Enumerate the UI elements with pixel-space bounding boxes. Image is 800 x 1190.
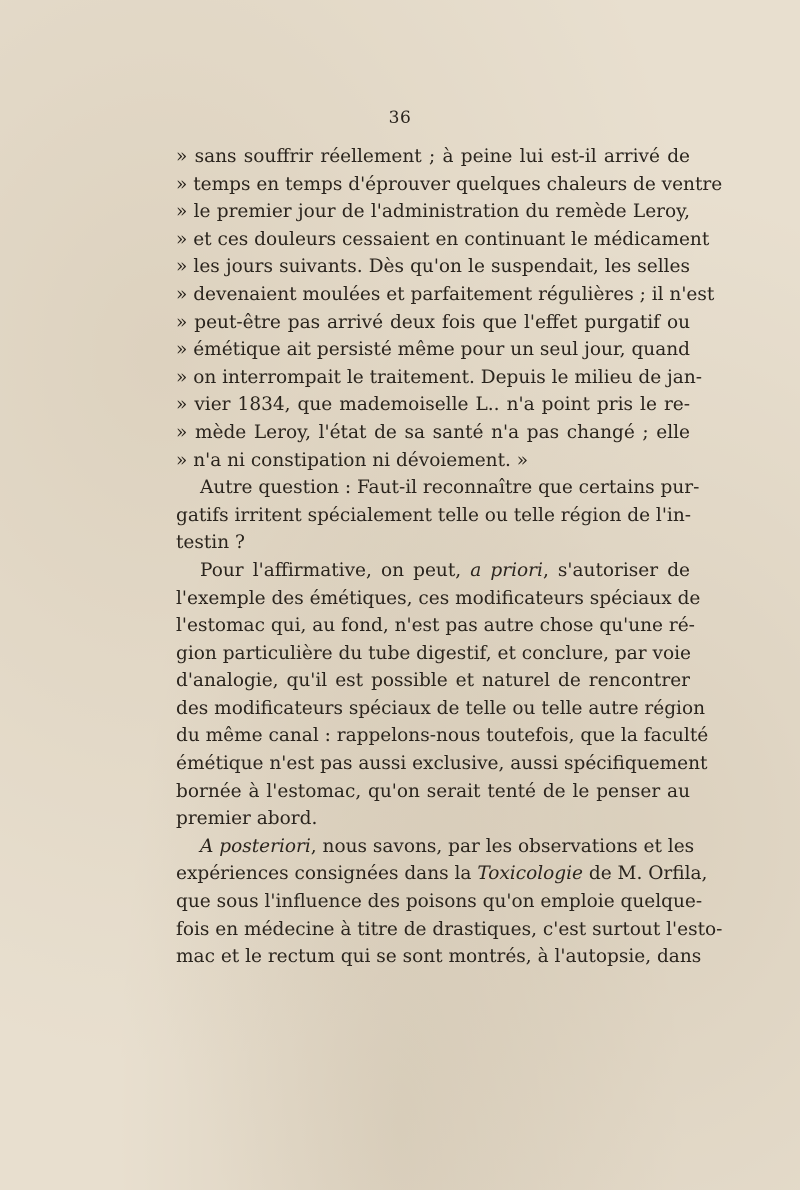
- paragraph-first-line: [176, 833, 695, 861]
- italic-title: Toxicologie: [477, 863, 583, 885]
- text-line: gion particulière du tube digestif, et conclure, par voie: [176, 642, 691, 664]
- text-line: » mède Leroy, l'état de sa santé n'a pas changé ; elle: [176, 421, 690, 443]
- italic-phrase: A posteriori: [200, 835, 311, 857]
- text-line: » et ces douleurs cessaient en continuant le médicament: [176, 228, 710, 250]
- text-line: » n'a ni constipation ni dévoiement. »: [176, 449, 529, 471]
- text-line: » vier 1834, que mademoiselle L.. n'a point pris le re-: [176, 394, 690, 416]
- text-line: d'analogie, qu'il est possible et naturel de rencontrer: [176, 670, 690, 692]
- text-line: émétique n'est pas aussi exclusive, aussi spécifiquement: [176, 753, 708, 775]
- text-line: » devenaient moulées et parfaitement régulières ; il n'est: [176, 283, 715, 305]
- text-line: » les jours suivants. Dès qu'on le suspendait, les selles: [176, 256, 690, 278]
- text-line: fois en médecine à titre de drastiques, c'est surtout l'esto-: [176, 918, 723, 940]
- text-line: l'estomac qui, au fond, n'est pas autre chose qu'une ré-: [176, 615, 695, 637]
- text-line: l'exemple des émétiques, ces modificateurs spéciaux de: [176, 587, 701, 609]
- text-line: du même canal : rappelons-nous toutefois, que la faculté: [176, 725, 709, 747]
- text-line: » le premier jour de l'administration du remède Leroy,: [176, 201, 690, 223]
- text-segment: , s'autoriser de: [542, 559, 690, 581]
- body-text: [176, 143, 723, 971]
- text-line: » on interrompait le traitement. Depuis le milieu de jan-: [176, 366, 702, 388]
- italic-phrase: a priori: [470, 559, 543, 581]
- text-line: [176, 860, 708, 888]
- text-line: » peut-être pas arrivé deux fois que l'effet purgatif ou: [176, 311, 690, 333]
- text-line: » temps en temps d'éprouver quelques chaleurs de ventre: [176, 173, 723, 195]
- paragraph-first-line: Autre question : Faut-il reconnaître que certains pur-: [200, 477, 700, 499]
- text-line: des modificateurs spéciaux de telle ou telle autre région: [176, 697, 706, 719]
- text-line: mac et le rectum qui se sont montrés, à l'autopsie, dans: [176, 946, 702, 968]
- text-line: bornée à l'estomac, qu'on serait tenté de le penser au: [176, 780, 690, 802]
- page-number: 36: [388, 108, 412, 128]
- text-line: » sans souffrir réellement ; à peine lui est-il arrivé de: [176, 146, 690, 167]
- text-line: testin ?: [176, 532, 245, 554]
- text-line: que sous l'influence des poisons qu'on emploie quelque-: [176, 891, 703, 913]
- text-line: » émétique ait persisté même pour un seul jour, quand: [176, 339, 690, 361]
- text-segment: Pour l'affirmative, on peut,: [200, 559, 471, 581]
- text-segment: expériences consignées dans la: [176, 863, 478, 885]
- paragraph-first-line: [176, 557, 690, 585]
- text-line: gatifs irritent spécialement telle ou telle région de l'in-: [176, 504, 692, 526]
- text-line: premier abord.: [176, 808, 318, 830]
- text-segment: de M. Orfila,: [582, 863, 708, 885]
- text-segment: , nous savons, par les observations et les: [310, 835, 695, 857]
